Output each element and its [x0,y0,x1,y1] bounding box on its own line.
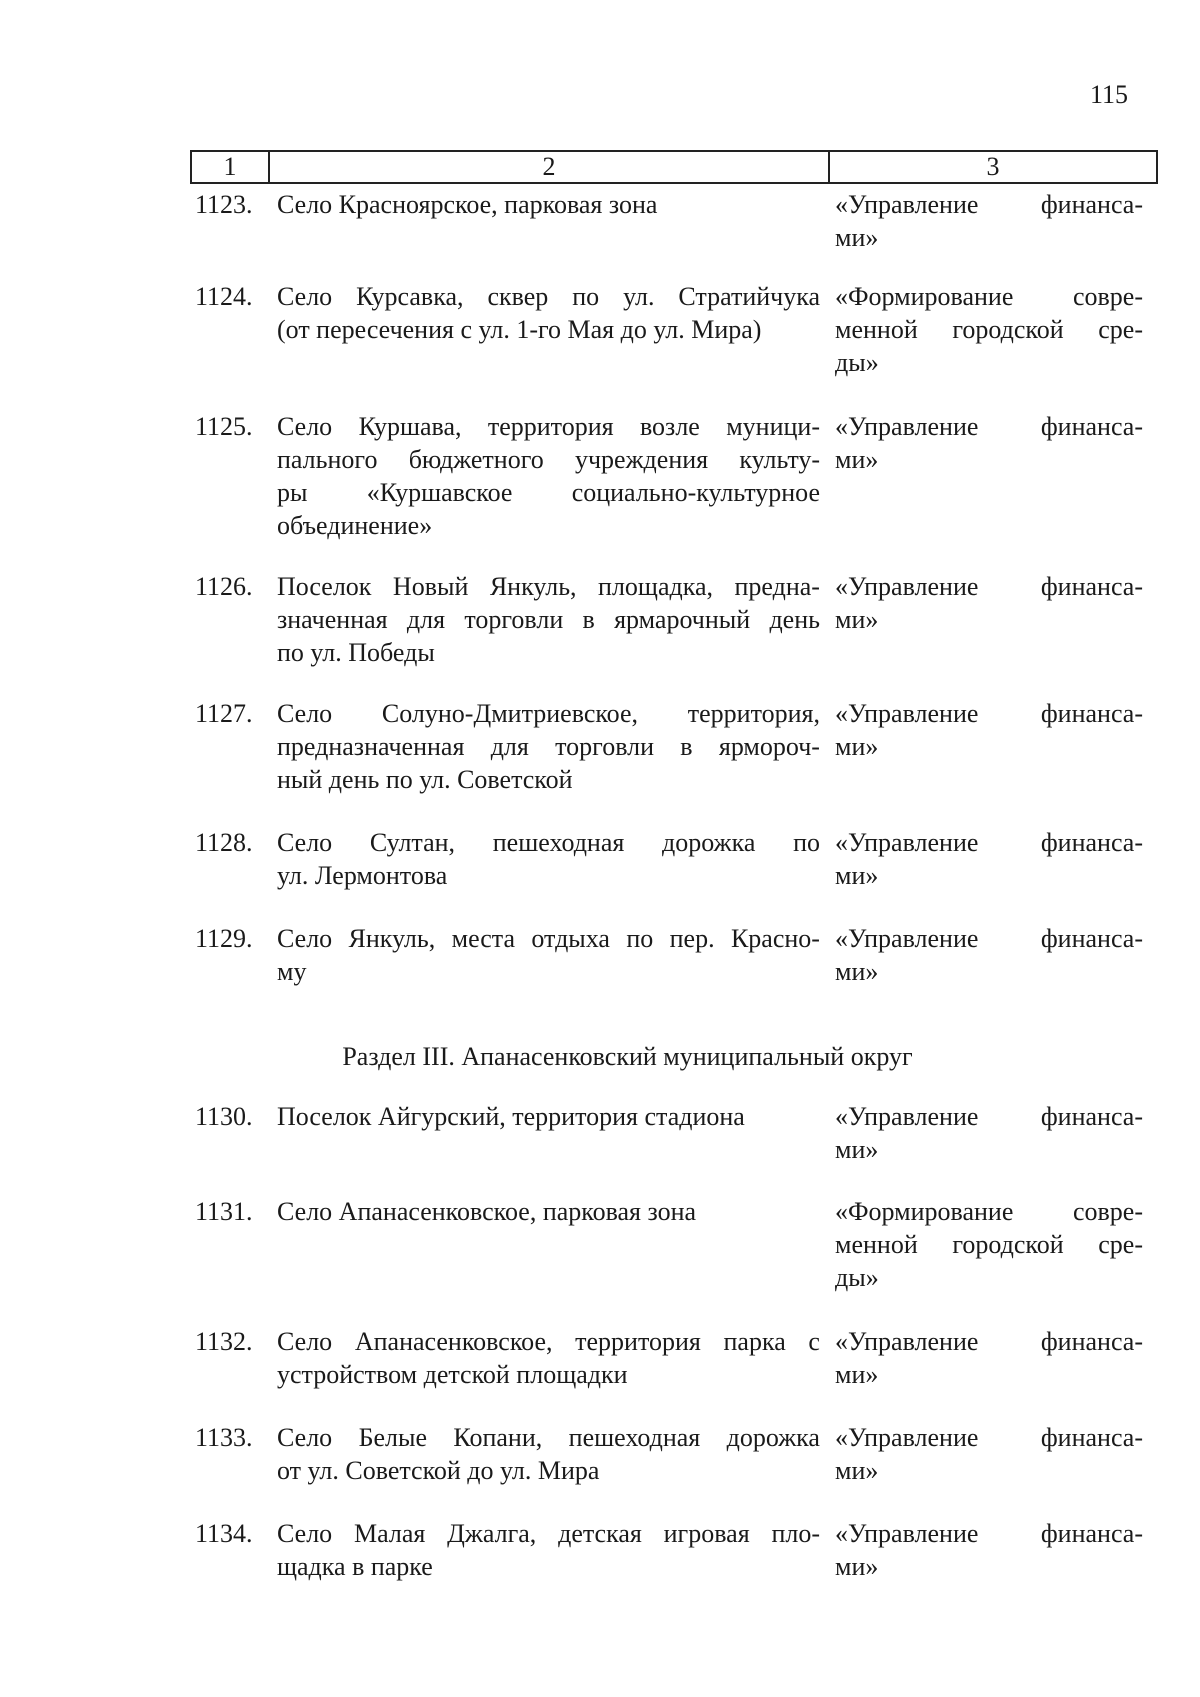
row-program [835,188,1143,254]
row-place [277,1517,820,1583]
place-line: Село Апанасенковское, парковая зона [277,1197,697,1226]
program-word: сре- [1098,1230,1143,1259]
row-place [277,1421,820,1487]
program-word: «Управление [835,1519,979,1548]
program-line [835,1325,1143,1358]
place-line: Село Куршава, территория возле муници- [277,412,820,441]
row-number: 1133. [195,1423,253,1452]
program-word: «Формирование [835,1197,1014,1226]
place-line: Поселок Айгурский, территория стадиона [277,1102,745,1131]
row-place [277,280,820,346]
place-line: Село Белые Копани, пешеходная дорожка [277,1423,820,1452]
program-word: менной [835,1230,918,1259]
program-word: финанса- [1040,572,1143,601]
row-place [277,922,820,988]
program-word: городской [952,1230,1064,1259]
program-line [835,955,1143,988]
row-program [835,1100,1143,1166]
program-word: менной [835,315,918,344]
program-line [835,1228,1143,1261]
row-program [835,280,1143,379]
row-place [277,188,820,221]
row-program [835,1195,1143,1294]
row-number: 1126. [195,572,253,601]
row-program [835,1421,1143,1487]
program-word: «Управление [835,190,979,219]
place-line: Село Красноярское, парковая зона [277,190,658,219]
row-number: 1127. [195,699,253,728]
program-word: «Управление [835,828,979,857]
program-line [835,313,1143,346]
program-word: совре- [1072,282,1143,311]
row-number: 1123. [195,190,253,219]
place-line: значенная для торговли в ярмарочный день [277,605,820,634]
program-line [835,1421,1143,1454]
row-place [277,1100,820,1133]
header-cell-3: 3 [986,152,1000,181]
program-word: ми» [835,445,879,474]
program-line [835,1100,1143,1133]
program-line [835,730,1143,763]
program-line [835,346,1143,379]
row-number: 1128. [195,828,253,857]
program-line [835,280,1143,313]
program-word: «Управление [835,1102,979,1131]
row-program [835,922,1143,988]
table-header [190,150,1158,184]
place-line: по ул. Победы [277,638,435,667]
program-line [835,1550,1143,1583]
row-number: 1125. [195,412,253,441]
row-number: 1124. [195,282,253,311]
place-line: ный день по ул. Советской [277,765,573,794]
program-word: ми» [835,1456,879,1485]
place-line: Поселок Новый Янкуль, площадка, предна- [277,572,820,601]
program-line [835,697,1143,730]
program-word: ми» [835,605,879,634]
row-place [277,697,820,796]
row-place [277,1325,820,1391]
program-word: ми» [835,732,879,761]
program-word: «Управление [835,1423,979,1452]
program-word: финанса- [1040,1519,1143,1548]
place-line: предназначенная для торговли в ярмороч- [277,732,820,761]
row-number: 1132. [195,1327,253,1356]
place-line: Село Султан, пешеходная дорожка по [277,828,820,857]
program-word: финанса- [1040,699,1143,728]
place-line: от ул. Советской до ул. Мира [277,1456,600,1485]
header-cell-2: 2 [270,152,830,182]
program-word: «Управление [835,699,979,728]
program-word: совре- [1072,1197,1143,1226]
program-word: сре- [1098,315,1143,344]
program-word: «Управление [835,572,979,601]
place-line: му [277,957,307,986]
program-word: ми» [835,1552,879,1581]
page-number: 115 [1090,80,1129,109]
row-program [835,1325,1143,1391]
program-line [835,826,1143,859]
row-program [835,697,1143,763]
row-program [835,570,1143,636]
row-program [835,410,1143,476]
row-number: 1131. [195,1197,253,1226]
header-cell-1: 1 [192,152,270,182]
program-line [835,922,1143,955]
row-place [277,410,820,542]
place-line: пального бюджетного учреждения культу- [277,445,820,474]
program-line [835,603,1143,636]
place-line: Село Курсавка, сквер по ул. Стратийчука [277,282,820,311]
program-word: «Управление [835,412,979,441]
program-word: городской [952,315,1064,344]
program-line [835,1195,1143,1228]
program-line [835,1454,1143,1487]
program-line [835,1133,1143,1166]
place-line: щадка в парке [277,1552,433,1581]
place-line: ул. Лермонтова [277,861,448,890]
place-line: ры «Куршавское социально-культурное [277,478,820,507]
program-word: «Управление [835,1327,979,1356]
program-word: финанса- [1040,190,1143,219]
program-word: финанса- [1040,1327,1143,1356]
program-line [835,570,1143,603]
program-line [835,221,1143,254]
program-line [835,410,1143,443]
program-line [835,859,1143,892]
row-number: 1134. [195,1519,253,1548]
program-word: финанса- [1040,1423,1143,1452]
program-word: финанса- [1040,828,1143,857]
row-program [835,1517,1143,1583]
place-line: Село Солуно-Дмитриевское, территория, [277,699,820,728]
program-line [835,1261,1143,1294]
program-word: «Управление [835,924,979,953]
program-word: ми» [835,1360,879,1389]
program-word: «Формирование [835,282,1014,311]
place-line: Село Малая Джалга, детская игровая пло- [277,1519,820,1548]
program-word: ми» [835,957,879,986]
program-line [835,1358,1143,1391]
program-word: ды» [835,1263,879,1292]
place-line: устройством детской площадки [277,1360,628,1389]
row-number: 1129. [195,924,253,953]
place-line: Село Янкуль, места отдыха по пер. Красно- [277,924,820,953]
place-line: Село Апанасенковское, территория парка с [277,1327,820,1356]
section-title: Раздел III. Апанасенковский муниципальный округ [342,1042,913,1071]
row-place [277,1195,820,1228]
row-number: 1130. [195,1102,253,1131]
program-word: финанса- [1040,412,1143,441]
program-word: финанса- [1040,1102,1143,1131]
program-word: ды» [835,348,879,377]
program-word: финанса- [1040,924,1143,953]
row-program [835,826,1143,892]
program-line [835,188,1143,221]
program-word: ми» [835,223,879,252]
place-line: (от пересечения с ул. 1-го Мая до ул. Мира) [277,315,762,344]
program-word: ми» [835,1135,879,1164]
place-line: объединение» [277,511,433,540]
row-place [277,826,820,892]
program-line [835,1517,1143,1550]
program-line [835,443,1143,476]
program-word: ми» [835,861,879,890]
row-place [277,570,820,669]
